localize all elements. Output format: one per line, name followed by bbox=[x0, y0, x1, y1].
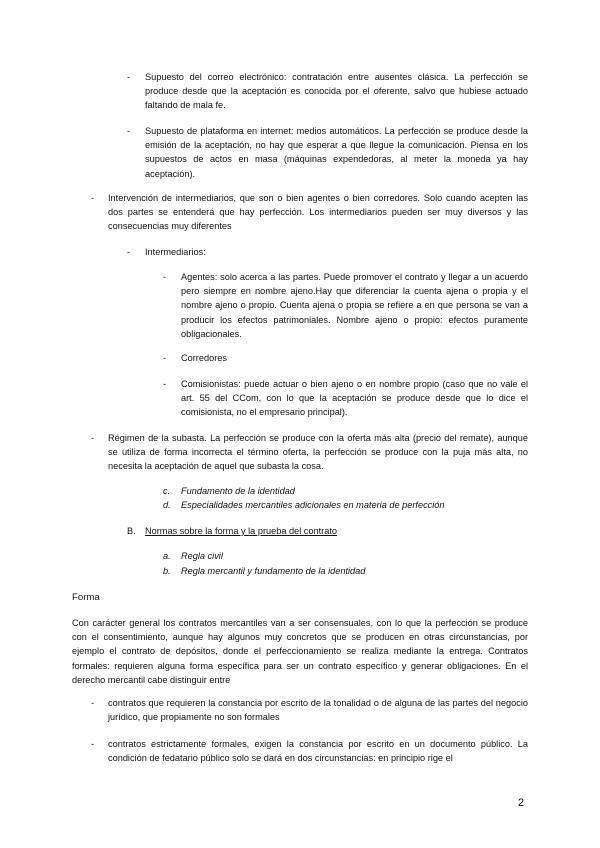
list-item-intermediarios-label: Intermediarios: bbox=[145, 247, 206, 257]
bullet-dash: - bbox=[163, 353, 167, 363]
bullet-dash: - bbox=[127, 72, 131, 82]
letter-label: c. bbox=[163, 486, 171, 496]
list-item-corredores: Corredores bbox=[181, 353, 227, 363]
section-title: Normas sobre la forma y la prueba del contrato bbox=[145, 526, 338, 536]
bullet-dash: - bbox=[127, 126, 131, 136]
bullet-dash: - bbox=[91, 739, 95, 749]
bullet-dash: - bbox=[127, 247, 131, 257]
bullet-dash: - bbox=[163, 379, 167, 389]
bullet-dash: - bbox=[163, 272, 167, 282]
section-heading-forma: Forma bbox=[72, 592, 100, 603]
list-item-subasta: Régimen de la subasta. La perfección se produce con la oferta más alta (precio del remate), aunque se utiliza de forma incorrecta el término oferta, la perfección se produce con la puja más alta, no necesita la aceptación de aquel que subasta la cosa. bbox=[108, 433, 528, 472]
list-item-constancia: contratos que requieren la constancia por escrito de la tonalidad o de alguna de las partes del negocio jurídico, que propiamente no son formales bbox=[108, 698, 528, 723]
letter-label: d. bbox=[163, 500, 171, 510]
bullet-dash: - bbox=[91, 698, 95, 708]
bullet-dash: - bbox=[91, 193, 95, 203]
lettered-item-regla-civil: Regla civil bbox=[181, 551, 223, 561]
page-number: 2 bbox=[518, 797, 525, 809]
letter-label: b. bbox=[163, 566, 171, 576]
list-item-comisionistas: Comisionistas: puede actuar o bien ajeno o en nombre propio (caso que no vale el art. 55 del CCom, con lo que la aceptación se produce desde que lo dice el comisionista, no el empresario principal). bbox=[181, 379, 528, 418]
list-item-plataforma: Supuesto de plataforma en internet: medios automáticos. La perfección se produce desde la emisión de la aceptación, no hay que esperar a que llegue la comunicación. Piensa en los supuestos de actos en masa (máquinas expendedoras, al meter la moneda ya hay aceptación). bbox=[145, 126, 528, 179]
paragraph-forma: Con carácter general los contratos mercantiles van a ser consensuales, con lo que la perfección se produce con el consentimiento, aunque hay algunos muy concretos que se producen en otras circunstancias, por ejemplo el contrato de depósitos, donde el perfeccionamiento se realiza mediante la entrega. Contratos formales: requieren alguna forma específica para ser un contrato específico y generar obligaciones. En el derecho mercantil cabe distinguir entre bbox=[72, 618, 528, 685]
list-item-agentes: Agentes: solo acerca a las partes. Puede promover el contrato y llegar a un acuerdo pero siempre en nombre ajeno.Hay que diferenciar la cuenta ajena o propia y el nombre ajeno o propio. Cuenta ajena o propia se refiere a en que persona se van a producir los efectos patrimoniales. Nombre ajeno o propio: efectos puramente obligacionales. bbox=[181, 272, 528, 339]
list-item-intermediarios: Intervención de intermediarios, que son o bien agentes o bien corredores. Solo cuando acepten las dos partes se entenderá que hay perfección. Los intermediarios pueden ser muy diversos y las consecuencias muy diferentes bbox=[108, 193, 528, 232]
list-item-formales: contratos estrictamente formales, exigen la constancia por escrito en un documento público. La condición de fedatario público solo se dará en dos circunstancias: en principio rige el bbox=[108, 739, 528, 764]
lettered-item-regla-mercantil: Regla mercantil y fundamento de la identidad bbox=[181, 566, 366, 576]
bullet-dash: - bbox=[91, 433, 95, 443]
lettered-item-especialidades: Especialidades mercantiles adicionales en materia de perfección bbox=[181, 500, 445, 510]
section-label: B. bbox=[127, 526, 136, 536]
list-item-correo: Supuesto del correo electrónico: contratación entre ausentes clásica. La perfección se produce desde que la aceptación es conocida por el oferente, salvo que hubiese actuado faltando de mala fe. bbox=[145, 72, 528, 111]
lettered-item-fundamento: Fundamento de la identidad bbox=[181, 486, 295, 496]
letter-label: a. bbox=[163, 551, 171, 561]
